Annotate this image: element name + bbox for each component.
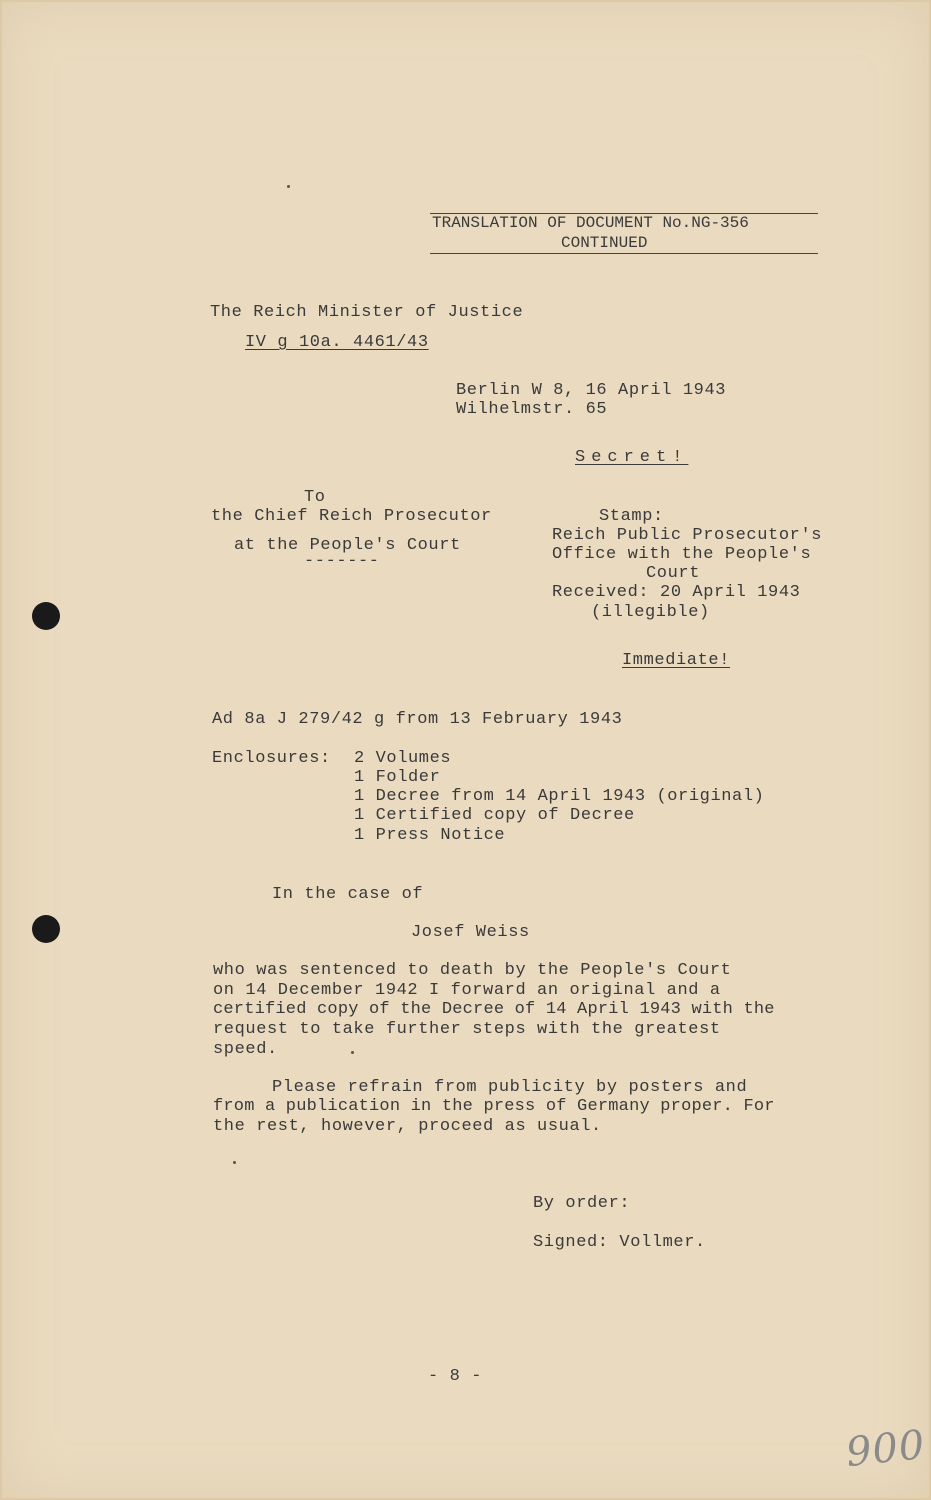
stamp-line4: Court — [646, 564, 701, 583]
stamp-line3: Office with the People's — [552, 545, 812, 564]
body-para1-line: request to take further steps with the greatest — [213, 1020, 721, 1039]
closing-signature: Signed: Vollmer. — [533, 1233, 706, 1252]
sender-reference: IV g 10a. 4461/43 — [245, 333, 429, 352]
classification-secret: Secret! — [575, 448, 689, 467]
closing-by-order: By order: — [533, 1194, 631, 1213]
case-reference: Ad 8a J 279/42 g from 13 February 1943 — [212, 710, 623, 729]
addressee-line2: at the People's Court — [234, 536, 461, 555]
stamp-received: Received: 20 April 1943 — [552, 583, 801, 602]
header-continued: CONTINUED — [561, 234, 648, 252]
header-rule-bottom — [430, 253, 818, 254]
case-intro: In the case of — [272, 885, 424, 904]
handwritten-number: 900 — [843, 1421, 928, 1477]
urgency-immediate: Immediate! — [622, 651, 731, 670]
enclosure-item: 2 Volumes — [354, 749, 452, 768]
body-para2-line: the rest, however, proceed as usual. — [213, 1117, 602, 1136]
speck — [351, 1051, 354, 1054]
street-address: Wilhelmstr. 65 — [456, 400, 608, 419]
addressee-to: To — [304, 488, 326, 507]
stamp-line2: Reich Public Prosecutor's — [552, 526, 823, 545]
addressee-dashes: ------- — [304, 552, 380, 571]
body-para1-line: who was sentenced to death by the People's Court — [213, 961, 732, 980]
punch-hole-bottom — [32, 915, 60, 943]
enclosure-item: 1 Certified copy of Decree — [354, 806, 635, 825]
body-para2-line: from a publication in the press of Germany proper. For — [213, 1097, 775, 1116]
place-date: Berlin W 8, 16 April 1943 — [456, 381, 727, 400]
body-para1-line: certified copy of the Decree of 14 April 1943 with the — [213, 1000, 775, 1019]
speck — [287, 185, 290, 188]
defendant-name: Josef Weiss — [411, 923, 530, 942]
sender-title: The Reich Minister of Justice — [210, 303, 524, 322]
enclosures-label: Enclosures: — [212, 749, 331, 768]
page-number: - 8 - — [428, 1367, 483, 1386]
stamp-label: Stamp: — [599, 507, 664, 526]
enclosure-item: 1 Folder — [354, 768, 441, 787]
punch-hole-top — [32, 602, 60, 630]
body-para2-line: Please refrain from publicity by posters and — [272, 1078, 748, 1097]
addressee-line1: the Chief Reich Prosecutor — [211, 507, 492, 526]
body-para1-line: on 14 December 1942 I forward an original and a — [213, 981, 721, 1000]
enclosure-item: 1 Decree from 14 April 1943 (original) — [354, 787, 765, 806]
header-title: TRANSLATION OF DOCUMENT No.NG-356 — [432, 214, 749, 232]
stamp-illegible: (illegible) — [591, 603, 710, 622]
speck — [233, 1161, 236, 1164]
enclosure-item: 1 Press Notice — [354, 826, 506, 845]
body-para1-line: speed. — [213, 1040, 278, 1059]
